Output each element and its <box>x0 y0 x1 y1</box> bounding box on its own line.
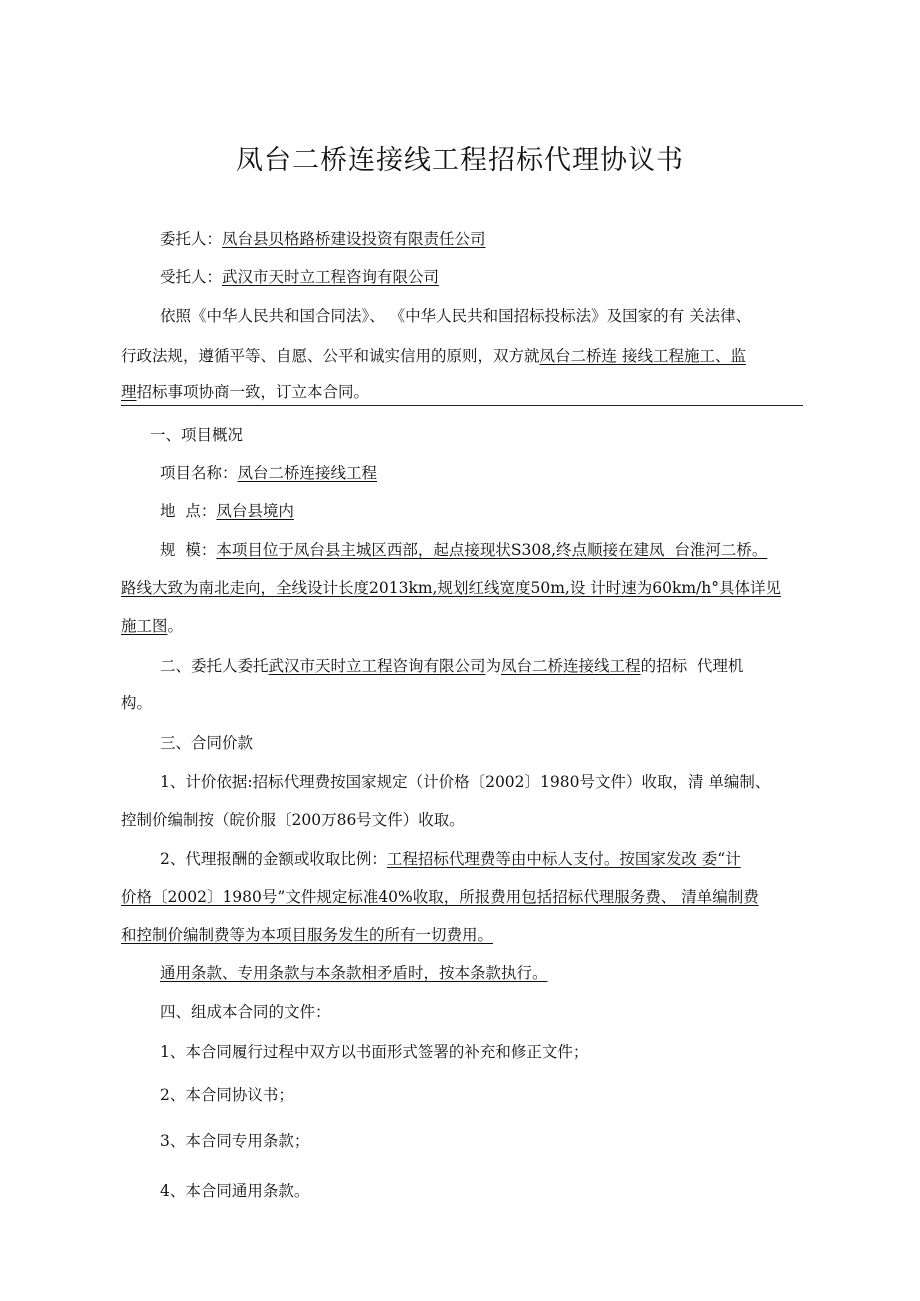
s3-item-2-line-1 <box>160 848 810 870</box>
scale-line-3 <box>121 615 811 637</box>
section-1-heading: 一、项目概况 <box>150 426 244 444</box>
document-title: 凤台二桥连接线工程招标代理协议书 <box>236 145 684 176</box>
s3-item-2-line-3 <box>121 924 811 946</box>
s2-text-1: 二、委托人委托 <box>160 657 269 675</box>
s3-item-2-line-2 <box>121 886 811 908</box>
s4-item-1: 1、本合同履行过程中双方以书面形式签署的补充和修正文件； <box>160 1043 589 1061</box>
s2-agent: 武汉市天时立工程咨询有限公司 <box>268 657 486 675</box>
client-label: 委托人： <box>160 230 223 248</box>
section-2-line-1 <box>160 655 810 677</box>
location-value: 凤台县境内 <box>216 502 294 520</box>
s4-item-3: 3、本合同专用条款； <box>160 1132 310 1150</box>
s3-note: 通用条款、专用条款与本条款相矛盾时，按本条款执行。 <box>160 964 548 982</box>
intro-text-end: 招标事项协商一致，订立本合同。 <box>136 383 370 401</box>
scale-end: 。 <box>167 617 184 635</box>
s3-item-1-line-2: 控制价编制按（皖价服〔200万86号文件）收取。 <box>121 811 465 829</box>
client-name: 凤台县贝格路桥建设投资有限责任公司 <box>222 230 486 248</box>
s3-item-2-label: 2、代理报酬的金额或收取比例： <box>160 850 387 868</box>
divider <box>121 405 803 406</box>
client-line <box>160 228 810 250</box>
project-name-line <box>160 462 810 484</box>
project-name-label: 项目名称： <box>160 464 238 482</box>
intro-line-1: 依照《中华人民共和国合同法》、 《中华人民共和国招标投标法》及国家的有 关法律、 <box>160 307 752 325</box>
section-4-heading: 四、组成本合同的文件： <box>160 1003 331 1021</box>
s3-item-2-text-2: 价格〔2002〕1980号”文件规定标准40%收取，所报费用包括招标代理服务费、 清单编制费 <box>121 888 759 906</box>
scale-text-3: 施工图 <box>121 617 168 635</box>
location-line <box>160 500 810 522</box>
scale-line-2 <box>121 577 811 599</box>
s2-text-3: 的招标 代理机 <box>640 657 744 675</box>
agent-name: 武汉市天时立工程咨询有限公司 <box>222 268 440 286</box>
section-3-heading: 三、合同价款 <box>160 734 254 752</box>
s3-item-1-line-1: 1、计价依据:招标代理费按国家规定（计价格〔2002〕1980号文件）收取，清 单编制、 <box>160 773 771 791</box>
scale-line-1 <box>160 539 810 561</box>
s3-note-line <box>160 962 810 984</box>
s4-item-2: 2、本合同协议书； <box>160 1086 294 1104</box>
intro-line-3 <box>121 381 811 403</box>
project-name-value: 凤台二桥连接线工程 <box>237 464 378 482</box>
location-label: 地 点： <box>160 502 217 520</box>
intro-text: 行政法规，遵循平等、自愿、公平和诚实信用的原则，双方就 <box>121 347 540 365</box>
scale-text-2: 路线大致为南北走向，全线设计长度2013km,规划红线宽度50m,设 计时速为60km/h°具体详见 <box>121 579 782 597</box>
agent-line <box>160 266 810 288</box>
s3-item-2-text-3: 和控制价编制费等为本项目服务发生的所有一切费用。 <box>121 926 494 944</box>
s2-project: 凤台二桥连接线工程 <box>501 657 641 675</box>
s3-item-2-text-1: 工程招标代理费等由中标人支付。按国家发改 委“计 <box>386 850 741 868</box>
scale-label: 规 模： <box>160 541 217 559</box>
intro-line-2 <box>121 345 811 367</box>
s2-text-2: 为 <box>485 657 502 675</box>
scale-text-1: 本项目位于凤台县主城区西部，起点接现状S308,终点顺接在建凤 台淮河二桥。 <box>216 541 768 559</box>
intro-project-end: 理 <box>121 383 137 401</box>
intro-project: 凤台二桥连 接线工程施工、监 <box>539 347 746 365</box>
agent-label: 受托人： <box>160 268 223 286</box>
section-2-line-2: 构。 <box>121 694 153 712</box>
s4-item-4: 4、本合同通用条款。 <box>160 1182 310 1200</box>
